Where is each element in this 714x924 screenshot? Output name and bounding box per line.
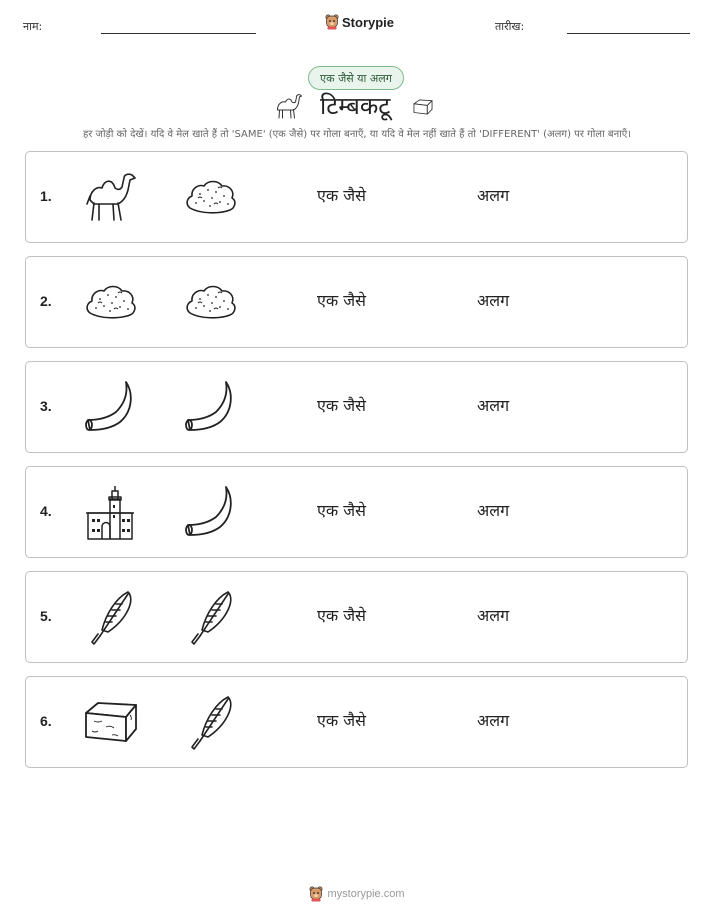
right-picture [182, 695, 240, 751]
brand-name: Storypie [342, 14, 395, 30]
different-option[interactable]: अलग [477, 606, 510, 625]
same-option[interactable]: एक जैसे [317, 711, 366, 730]
instructions-text: हर जोड़ी को देखें। यदि वे मेल खाते हैं तो 'SAME' (एक जैसे) पर गोला बनाएँ, या यदि वे मेल नहीं खाते हैं तो 'DIFFERENT' (अलग) पर गोला बनाएँ। [82, 129, 632, 140]
different-option[interactable]: अलग [477, 501, 510, 520]
left-picture [82, 590, 140, 646]
left-picture [82, 695, 140, 751]
date-blank-line[interactable] [567, 33, 690, 34]
date-label: तारीख: [495, 20, 525, 33]
row-number: 1. [40, 188, 52, 204]
same-option[interactable]: एक जैसे [317, 396, 366, 415]
same-option[interactable]: एक जैसे [317, 291, 366, 310]
different-option[interactable]: अलग [477, 291, 510, 310]
bear-logo-icon [325, 14, 339, 30]
right-picture [182, 275, 240, 331]
row-number: 6. [40, 713, 52, 729]
worksheet-row [25, 571, 688, 663]
bear-logo-icon [309, 886, 323, 902]
left-picture [82, 170, 140, 226]
storypie-logo [325, 14, 394, 30]
different-option[interactable]: अलग [477, 396, 510, 415]
mosque-icon [82, 485, 140, 541]
left-picture [82, 275, 140, 331]
salt-pile-icon [182, 275, 240, 331]
quill-icon [182, 590, 240, 646]
quill-icon [182, 695, 240, 751]
ivory-tusk-icon [182, 380, 240, 436]
row-number: 3. [40, 398, 52, 414]
worksheet-row [25, 256, 688, 348]
row-number: 5. [40, 608, 52, 624]
camel-icon [273, 92, 305, 120]
row-number: 2. [40, 293, 52, 309]
camel-icon [82, 170, 140, 226]
right-picture [182, 590, 240, 646]
different-option[interactable]: अलग [477, 186, 510, 205]
row-number: 4. [40, 503, 52, 519]
right-picture [182, 380, 240, 436]
different-option[interactable]: अलग [477, 711, 510, 730]
worksheet-title: टिम्बकटू [320, 92, 391, 120]
worksheet-row [25, 151, 688, 243]
left-picture [82, 485, 140, 541]
salt-block-icon [408, 96, 438, 118]
footer [0, 886, 714, 902]
ivory-tusk-icon [182, 485, 240, 541]
quill-icon [82, 590, 140, 646]
footer-url[interactable]: mystorypie.com [327, 888, 405, 900]
category-badge: एक जैसे या अलग [308, 66, 404, 90]
title-row [0, 90, 714, 126]
left-picture [82, 380, 140, 436]
same-option[interactable]: एक जैसे [317, 501, 366, 520]
ivory-tusk-icon [82, 380, 140, 436]
same-option[interactable]: एक जैसे [317, 186, 366, 205]
salt-pile-icon [82, 275, 140, 331]
salt-pile-icon [182, 170, 240, 226]
same-option[interactable]: एक जैसे [317, 606, 366, 625]
worksheet-row [25, 361, 688, 453]
name-blank-line[interactable] [101, 33, 256, 34]
name-label: नाम: [23, 20, 43, 33]
worksheet-row [25, 466, 688, 558]
right-picture [182, 485, 240, 541]
salt-block-icon [82, 695, 140, 751]
right-picture [182, 170, 240, 226]
worksheet-row [25, 676, 688, 768]
